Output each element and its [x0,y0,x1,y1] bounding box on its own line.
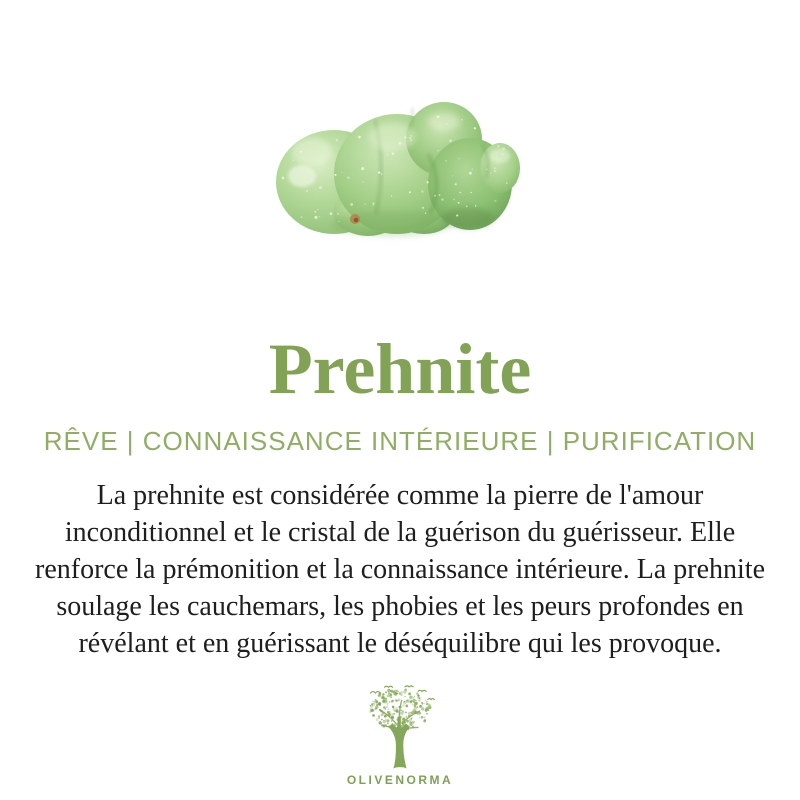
description-paragraph [0,477,800,662]
description-line: La prehnite est considérée comme la pierre de l'amour [96,480,704,511]
prehnite-stone-illustration [272,92,522,242]
brand-name: OLIVENORMA [346,773,454,787]
stone-body [276,102,520,237]
description-line: renforce la prémonition et la connaissance intérieure. La prehnite [35,554,765,585]
brand-logo [0,684,800,787]
description-line: inconditionnel et le cristal de la guérison du guérisseur. Elle [64,517,736,548]
tree-with-birds-icon [359,684,441,770]
prehnite-stone-image [272,92,522,242]
keywords-subtitle: RÊVE | CONNAISSANCE INTÉRIEURE | PURIFICATION [43,426,757,456]
description-line: révélant et en guérissant le déséquilibre qui les provoque. [78,628,722,659]
page-title: Prehnite [268,329,532,409]
tree-trunk [389,717,410,769]
description-line: soulage les cauchemars, les phobies et les peurs profondes en [56,591,744,622]
